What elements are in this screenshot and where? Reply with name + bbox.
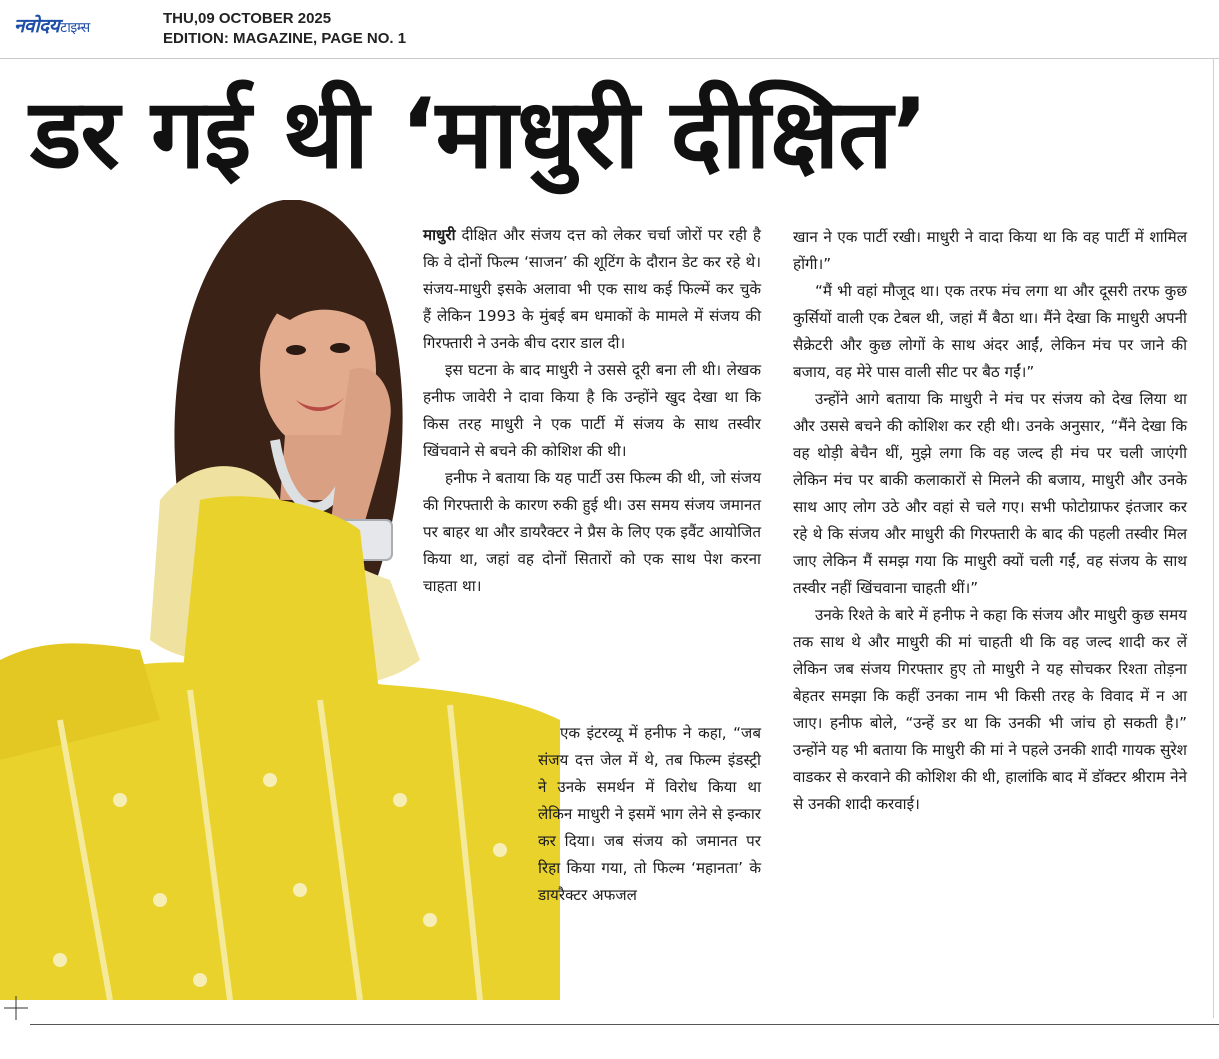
edition-info <box>163 9 406 49</box>
newspaper-logo[interactable] <box>14 12 90 38</box>
crop-mark-icon <box>4 996 28 1020</box>
page-edge <box>1213 58 1214 1018</box>
paragraph-7: उन्होंने आगे बताया कि माधुरी ने मंच पर संजय को देख लिया था और उससे बचने की कोशिश कर रही थी। उनके अनुसार, “मैंने देखा कि वह थोड़ी बेचैन थीं, मुझे लगा कि वह जल्द ही मंच पर चली जाएंगी लेकिन मंच पर बाकी कलाकारों से मिलने की बजाय, माधुरी और उनके साथ आए लोग उठे और वहां से चले गए। सभी फोटोग्राफर इंतजार कर रहे थे कि संजय और माधुरी की गिरफ्तारी के बाद की पहली तस्वीर मिल जाए लेकिन मैं समझ गया कि माधुरी क्यों चली गईं, वह संजय के साथ तस्वीर नहीं खिंचवाना चाहती थीं।” <box>793 390 1187 597</box>
article-column-1 <box>423 222 761 600</box>
headline: डर गई थी ‘माधुरी दीक्षित’ <box>30 78 928 190</box>
logo-sub: टाइम्स <box>60 20 90 36</box>
paragraph-6: “मैं भी वहां मौजूद था। एक तरफ मंच लगा था और दूसरी तरफ कुछ कुर्सियों वाली एक टेबल थी, जहां मैं बैठा था। मैंने देखा कि माधुरी अपनी सैक्रेटरी और कुछ लोगों के साथ अंदर आईं, लेकिन मंच पर जाने की बजाय, वह मेरे पास वाली सीट पर बैठ गईं।” <box>793 282 1187 381</box>
paragraph-8: उनके रिश्ते के बारे में हनीफ ने कहा कि संजय और माधुरी कुछ समय तक साथ थे और माधुरी की मां चाहती थी कि वह जल्द शादी कर लें लेकिन जब संजय गिरफ्तार हुए तो माधुरी ने यह सोचकर रिश्ता तोड़ना बेहतर समझा कि कहीं उनका नाम भी किसी तरह के विवाद में न आ जाए। हनीफ बोले, “उन्हें डर था कि उनकी भी जांच हो सकती है।” उन्होंने यह भी बताया कि माधुरी की मां ने पहले उनकी शादी गायक सुरेश वाडकर से करवाने की कोशिश की थी, हालांकि बाद में डॉक्टर श्रीराम नेने से उनकी शादी करवाई। <box>793 606 1187 813</box>
paragraph-1 <box>423 222 761 357</box>
article-column-2 <box>793 224 1187 818</box>
paragraph-3: हनीफ ने बताया कि यह पार्टी उस फिल्म की थी, जो संजय की गिरफ्तारी के कारण रुकी हुई थी। उस समय संजय जमानत पर बाहर था और डायरैक्टर ने प्रैस के लिए एक इवैंट आयोजित किया था, जहां वह दोनों सितारों को एक साथ पेश करना चाहता था। <box>423 469 761 595</box>
bottom-rule <box>30 1024 1219 1025</box>
paragraph-1-text: दीक्षित और संजय दत्त को लेकर चर्चा जोरों पर रही है कि वे दोनों फिल्म ‘साजन’ की शूटिंग के दौरान डेट कर रहे थे। संजय-माधुरी इसके अलावा भी एक साथ कई फिल्में कर चुके हैं लेकिन 1993 के मुंबई बम धमाकों के मामले में संजय की गिरफ्तारी ने उनके बीच दरार डाल दी। <box>423 226 761 352</box>
issue-date: THU,09 OCTOBER 2025 <box>163 10 332 27</box>
page-header <box>0 0 1219 59</box>
paragraph-4: एक इंटरव्यू में हनीफ ने कहा, “जब संजय दत्त जेल में थे, तब फिल्म इंडस्ट्री ने उनके समर्थन में विरोध किया था लेकिन माधुरी ने इसमें भाग लेने से इन्कार कर दिया। जब संजय को जमानत पर रिहा किया गया, तो फिल्म ‘महानता’ के डायरैक्टर अफजल <box>538 724 761 904</box>
article-column-1-narrow <box>538 720 761 909</box>
logo-main: नवोदय <box>14 15 60 37</box>
paragraph-2: इस घटना के बाद माधुरी ने उससे दूरी बना ली थी। लेखक हनीफ जावेरी ने दावा किया है कि उन्होंने खुद देखा था कि किस तरह माधुरी ने एक पार्टी में संजय के साथ तस्वीर खिंचवाने से बचने की कोशिश की थी। <box>423 361 761 460</box>
lead-word: माधुरी <box>423 226 456 244</box>
paragraph-5: खान ने एक पार्टी रखी। माधुरी ने वादा किया था कि वह पार्टी में शामिल होंगी।” <box>793 228 1187 273</box>
edition-page: EDITION: MAGAZINE, PAGE NO. 1 <box>163 30 407 47</box>
